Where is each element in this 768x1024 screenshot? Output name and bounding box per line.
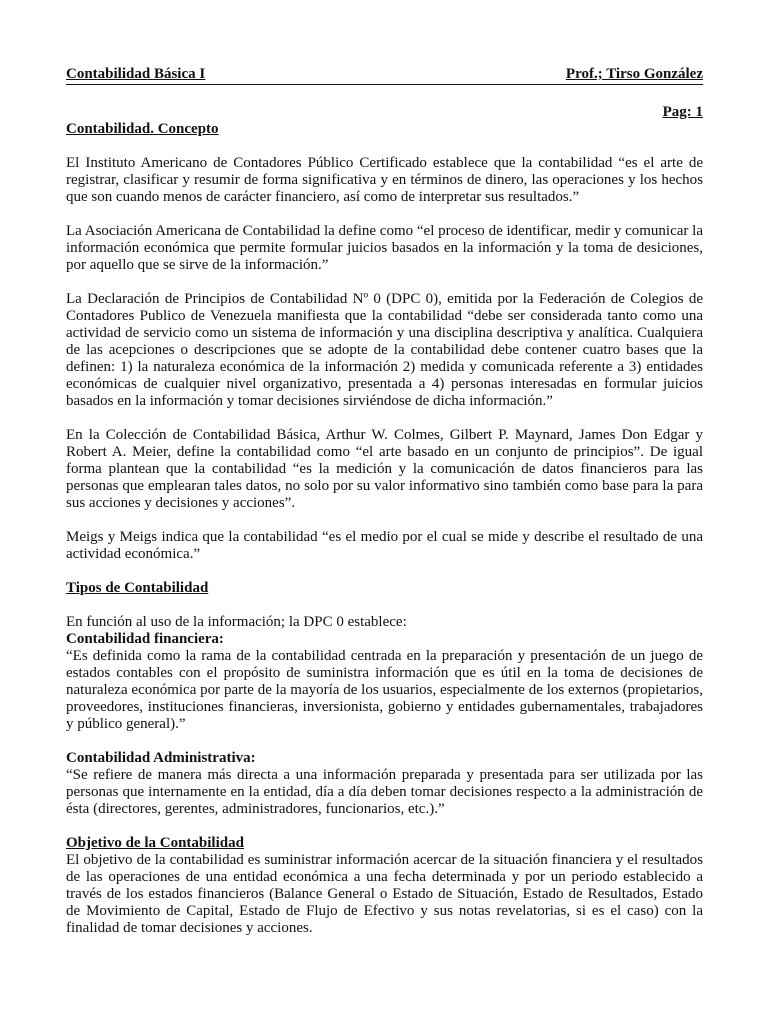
paragraph-dpc0: La Declaración de Principios de Contabilidad Nº 0 (DPC 0), emitida por la Federación de Colegios de Contadores Publico de Venezuela manifiesta que la contabilidad “debe ser considerada tanto como una actividad de servicio como un sistema de información y una disciplina descriptiva y analítica. Cualquiera de las acepciones o descripciones que se adopte de la contabilidad debe contener cuatro bases que la definen: 1) la naturaleza económica de la información 2) medida y comunicada referente a 3) entidades económicas de cualquier nivel organizativo, presentada a 4) personas interesadas en formular juicios basados en la información y tomar decisiones sirviéndose de dicha información.”: [66, 291, 703, 409]
tipos-heading: Tipos de Contabilidad: [66, 580, 209, 596]
concepto-heading: Contabilidad. Concepto: [66, 121, 219, 137]
page-number: Pag: 1: [662, 104, 703, 120]
financiera-heading: Contabilidad financiera:: [66, 631, 224, 647]
tipos-intro: En función al uso de la información; la DPC 0 establece:: [66, 614, 407, 630]
page-header: [66, 66, 703, 85]
paragraph-coleccion: En la Colección de Contabilidad Básica, Arthur W. Colmes, Gilbert P. Maynard, James Don Edgar y Robert A. Meier, define la contabilidad como “el arte basado en un conjunto de principios”. De igual forma plantean que la contabilidad “es la medición y la comunicación de datos financieros para las personas que emplearan tales datos, no solo por su valor informativo sino también como base para la para sus acciones y decisiones y acciones”.: [66, 427, 703, 511]
paragraph-aaa: La Asociación Americana de Contabilidad la define como “el proceso de identificar, medir y comunicar la información económica que permite formular juicios basados en la información y la toma de desiciones, por aquello que se sirve de la información.”: [66, 223, 703, 273]
course-title: Contabilidad Básica I: [66, 66, 206, 82]
paragraph-aicpa: El Instituto Americano de Contadores Público Certificado establece que la contabilidad “es el arte de registrar, clasificar y resumir de forma significativa y en términos de dinero, las operaciones y los hechos que son cuando menos de carácter financiero, así como de interpretar sus resultados.”: [66, 155, 703, 205]
administrativa-heading: Contabilidad Administrativa:: [66, 750, 256, 766]
financiera-text: “Es definida como la rama de la contabilidad centrada en la preparación y presentación de un juego de estados contables con el propósito de suministra información que es útil en la toma de decisiones de naturaleza económica por parte de la mayoría de los usuarios, especialmente de los externos (propietarios, proveedores, instituciones financieras, inversionista, gobierno y entidades gubernamentales, trabajadores y público general).”: [66, 648, 703, 732]
objetivo-text: El objetivo de la contabilidad es suministrar información acercar de la situación financiera y el resultados de las operaciones de una entidad económica a una fecha determinada y por un periodo establecido a través de los estados financieros (Balance General o Estado de Situación, Estado de Resultados, Estado de Movimiento de Capital, Estado de Flujo de Efectivo y sus notas revelatorias, si es el caso) con la finalidad de tomar decisiones y acciones.: [66, 852, 703, 936]
professor-name: Prof.; Tirso González: [565, 66, 703, 82]
administrativa-text: “Se refiere de manera más directa a una información preparada y presentada para ser utilizada por las personas que internamente en la entidad, día a día deben tomar decisiones respecto a la administración de ésta (directores, gerentes, administradores, funcionarios, etc.).”: [66, 767, 703, 817]
paragraph-meigs: Meigs y Meigs indica que la contabilidad “es el medio por el cual se mide y describe el resultado de una actividad económica.”: [66, 529, 703, 562]
objetivo-heading: Objetivo de la Contabilidad: [66, 835, 244, 851]
document-page: [66, 66, 703, 937]
